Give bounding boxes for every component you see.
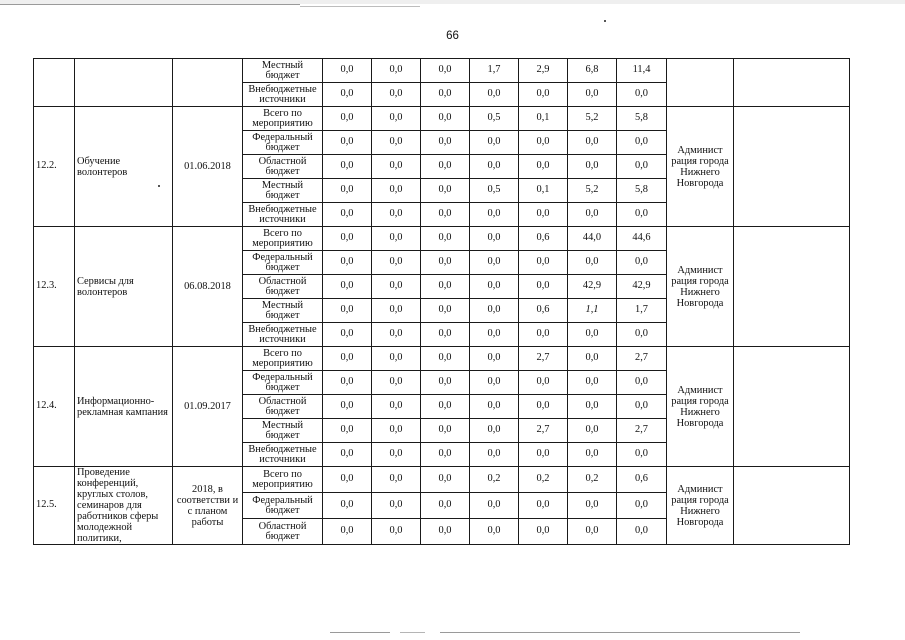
amount-cell: 1,7 xyxy=(617,299,667,323)
scan-speck xyxy=(158,185,160,187)
amount-cell: 0,0 xyxy=(470,347,519,371)
amount-cell: 0,0 xyxy=(519,371,568,395)
funding-source-cell: Местный бюджет xyxy=(243,299,323,323)
amount-cell: 0,2 xyxy=(568,467,617,493)
amount-cell: 0,0 xyxy=(323,467,372,493)
amount-cell: 0,0 xyxy=(470,83,519,107)
amount-cell: 0,0 xyxy=(568,493,617,519)
amount-cell: 0,0 xyxy=(372,519,421,545)
amount-cell: 0,0 xyxy=(470,275,519,299)
amount-cell: 6,8 xyxy=(568,59,617,83)
scan-bottom-line-3 xyxy=(440,632,800,633)
activity-number: 12.3. xyxy=(34,227,75,347)
amount-cell: 0,1 xyxy=(519,179,568,203)
amount-cell: 1,1 xyxy=(568,299,617,323)
funding-source-cell: Внебюджетные источники xyxy=(243,323,323,347)
amount-cell: 0,0 xyxy=(617,131,667,155)
amount-cell: 0,0 xyxy=(470,323,519,347)
amount-cell: 0,0 xyxy=(323,227,372,251)
activity-date: 2018, в соответстви и с планом работы xyxy=(173,467,243,545)
amount-cell: 0,0 xyxy=(470,395,519,419)
amount-cell: 0,0 xyxy=(323,519,372,545)
funding-source-cell: Всего по мероприятию xyxy=(243,467,323,493)
amount-cell: 0,0 xyxy=(568,131,617,155)
amount-cell: 0,0 xyxy=(372,419,421,443)
budget-table-body xyxy=(34,59,850,545)
amount-cell: 2,7 xyxy=(519,347,568,371)
scan-top-line xyxy=(0,4,300,5)
amount-cell: 0,0 xyxy=(372,443,421,467)
amount-cell: 0,0 xyxy=(519,155,568,179)
amount-cell: 0,0 xyxy=(617,323,667,347)
amount-cell: 0,0 xyxy=(519,443,568,467)
amount-cell: 0,0 xyxy=(421,419,470,443)
funding-source-cell: Федеральный бюджет xyxy=(243,131,323,155)
scan-speck xyxy=(604,20,606,22)
activity-number: 12.5. xyxy=(34,467,75,545)
amount-cell: 0,0 xyxy=(519,395,568,419)
amount-cell: 0,0 xyxy=(421,179,470,203)
name-cell xyxy=(75,59,173,107)
amount-cell: 2,7 xyxy=(519,419,568,443)
amount-cell: 0,0 xyxy=(421,155,470,179)
amount-cell: 0,0 xyxy=(421,493,470,519)
amount-cell: 0,6 xyxy=(617,467,667,493)
amount-cell: 11,4 xyxy=(617,59,667,83)
amount-cell: 2,9 xyxy=(519,59,568,83)
amount-cell: 0,0 xyxy=(323,179,372,203)
activity-date: 06.08.2018 xyxy=(173,227,243,347)
amount-cell: 0,0 xyxy=(421,443,470,467)
amount-cell: 0,0 xyxy=(617,519,667,545)
amount-cell: 44,0 xyxy=(568,227,617,251)
amount-cell: 1,7 xyxy=(470,59,519,83)
amount-cell: 0,0 xyxy=(323,155,372,179)
amount-cell: 0,0 xyxy=(568,395,617,419)
amount-cell: 0,0 xyxy=(519,323,568,347)
funding-source-cell: Областной бюджет xyxy=(243,395,323,419)
amount-cell: 42,9 xyxy=(617,275,667,299)
amount-cell: 0,0 xyxy=(372,131,421,155)
amount-cell: 0,0 xyxy=(421,371,470,395)
amount-cell: 0,2 xyxy=(519,467,568,493)
amount-cell: 0,0 xyxy=(372,467,421,493)
amount-cell: 0,0 xyxy=(519,251,568,275)
funding-source-cell: Федеральный бюджет xyxy=(243,251,323,275)
amount-cell: 0,0 xyxy=(568,83,617,107)
funding-source-cell: Областной бюджет xyxy=(243,519,323,545)
page-number: 66 xyxy=(446,30,459,42)
amount-cell: 0,0 xyxy=(617,83,667,107)
scan-top-line-2 xyxy=(300,6,420,7)
amount-cell: 0,0 xyxy=(372,395,421,419)
responsible-executor: Админист рация города Нижнего Новгорода xyxy=(667,467,734,545)
responsible-executor: Админист рация города Нижнего Новгорода xyxy=(667,227,734,347)
amount-cell: 0,0 xyxy=(323,203,372,227)
amount-cell: 0,0 xyxy=(617,443,667,467)
amount-cell: 0,0 xyxy=(421,323,470,347)
amount-cell: 0,0 xyxy=(568,323,617,347)
table-row xyxy=(34,59,850,83)
amount-cell: 0,0 xyxy=(372,203,421,227)
amount-cell: 0,0 xyxy=(568,155,617,179)
amount-cell: 0,6 xyxy=(519,299,568,323)
amount-cell: 0,0 xyxy=(421,203,470,227)
amount-cell: 0,0 xyxy=(372,179,421,203)
activity-date: 01.09.2017 xyxy=(173,347,243,467)
responsible-executor: Админист рация города Нижнего Новгорода xyxy=(667,107,734,227)
amount-cell: 0,0 xyxy=(323,83,372,107)
funding-source-cell: Областной бюджет xyxy=(243,155,323,179)
amount-cell: 0,0 xyxy=(372,493,421,519)
amount-cell: 0,0 xyxy=(470,251,519,275)
funding-source-cell: Внебюджетные источники xyxy=(243,203,323,227)
amount-cell: 0,0 xyxy=(323,107,372,131)
date-cell xyxy=(173,59,243,107)
amount-cell: 5,8 xyxy=(617,179,667,203)
amount-cell: 0,0 xyxy=(372,371,421,395)
amount-cell: 0,0 xyxy=(519,493,568,519)
amount-cell: 5,2 xyxy=(568,107,617,131)
table-row xyxy=(34,107,850,131)
amount-cell: 0,0 xyxy=(568,519,617,545)
amount-cell: 0,0 xyxy=(323,419,372,443)
amount-cell: 0,0 xyxy=(323,395,372,419)
budget-table xyxy=(33,58,850,545)
amount-cell: 0,0 xyxy=(519,83,568,107)
amount-cell: 0,0 xyxy=(372,83,421,107)
amount-cell: 0,0 xyxy=(421,347,470,371)
scan-bottom-line xyxy=(330,632,390,633)
notes-cell xyxy=(734,59,850,107)
amount-cell: 0,0 xyxy=(470,443,519,467)
funding-source-cell: Федеральный бюджет xyxy=(243,371,323,395)
table-row xyxy=(34,347,850,371)
amount-cell: 2,7 xyxy=(617,347,667,371)
amount-cell: 0,5 xyxy=(470,179,519,203)
notes-cell xyxy=(734,107,850,227)
amount-cell: 0,0 xyxy=(372,227,421,251)
amount-cell: 0,0 xyxy=(617,203,667,227)
number-cell xyxy=(34,59,75,107)
responsible-executor: Админист рация города Нижнего Новгорода xyxy=(667,347,734,467)
amount-cell: 0,0 xyxy=(323,59,372,83)
amount-cell: 0,0 xyxy=(421,59,470,83)
activity-name: Сервисы для волонтеров xyxy=(75,227,173,347)
funding-source-cell: Областной бюджет xyxy=(243,275,323,299)
amount-cell: 2,7 xyxy=(617,419,667,443)
activity-name: Информационно-рекламная кампания xyxy=(75,347,173,467)
activity-number: 12.4. xyxy=(34,347,75,467)
amount-cell: 0,0 xyxy=(617,493,667,519)
amount-cell: 0,0 xyxy=(470,519,519,545)
amount-cell: 0,0 xyxy=(470,419,519,443)
amount-cell: 0,0 xyxy=(372,299,421,323)
amount-cell: 0,0 xyxy=(372,59,421,83)
amount-cell: 0,0 xyxy=(470,227,519,251)
amount-cell: 0,0 xyxy=(372,155,421,179)
funding-source-cell: Местный бюджет xyxy=(243,179,323,203)
amount-cell: 0,0 xyxy=(323,371,372,395)
amount-cell: 0,0 xyxy=(372,323,421,347)
amount-cell: 0,0 xyxy=(323,275,372,299)
amount-cell: 0,0 xyxy=(323,131,372,155)
amount-cell: 0,0 xyxy=(421,131,470,155)
amount-cell: 0,0 xyxy=(470,155,519,179)
notes-cell xyxy=(734,467,850,545)
amount-cell: 0,0 xyxy=(470,371,519,395)
amount-cell: 0,0 xyxy=(421,467,470,493)
amount-cell: 0,0 xyxy=(323,493,372,519)
notes-cell xyxy=(734,347,850,467)
amount-cell: 0,0 xyxy=(519,203,568,227)
amount-cell: 0,0 xyxy=(568,371,617,395)
amount-cell: 0,0 xyxy=(421,519,470,545)
amount-cell: 0,0 xyxy=(470,299,519,323)
amount-cell: 44,6 xyxy=(617,227,667,251)
amount-cell: 0,0 xyxy=(372,347,421,371)
funding-source-cell: Всего по мероприятию xyxy=(243,107,323,131)
amount-cell: 0,0 xyxy=(519,519,568,545)
notes-cell xyxy=(734,227,850,347)
amount-cell: 0,0 xyxy=(470,493,519,519)
scan-bottom-line-2 xyxy=(400,632,425,633)
funding-source-cell: Федеральный бюджет xyxy=(243,493,323,519)
amount-cell: 0,0 xyxy=(372,107,421,131)
amount-cell: 0,0 xyxy=(421,275,470,299)
amount-cell: 0,0 xyxy=(568,443,617,467)
activity-name: Проведение конференций, круглых столов, семинаров для работников сферы молодежной политики, xyxy=(75,467,173,545)
amount-cell: 0,0 xyxy=(323,443,372,467)
amount-cell: 0,0 xyxy=(323,251,372,275)
amount-cell: 0,0 xyxy=(470,131,519,155)
funding-source-cell: Внебюджетные источники xyxy=(243,83,323,107)
amount-cell: 0,0 xyxy=(372,251,421,275)
amount-cell: 0,1 xyxy=(519,107,568,131)
amount-cell: 0,0 xyxy=(421,83,470,107)
funding-source-cell: Всего по мероприятию xyxy=(243,347,323,371)
amount-cell: 5,8 xyxy=(617,107,667,131)
amount-cell: 5,2 xyxy=(568,179,617,203)
amount-cell: 0,5 xyxy=(470,107,519,131)
amount-cell: 0,0 xyxy=(568,203,617,227)
table-row xyxy=(34,227,850,251)
amount-cell: 0,0 xyxy=(421,227,470,251)
amount-cell: 0,0 xyxy=(372,275,421,299)
amount-cell: 0,0 xyxy=(470,203,519,227)
amount-cell: 0,0 xyxy=(421,107,470,131)
amount-cell: 0,0 xyxy=(617,371,667,395)
amount-cell: 0,6 xyxy=(519,227,568,251)
activity-date: 01.06.2018 xyxy=(173,107,243,227)
amount-cell: 0,0 xyxy=(519,275,568,299)
amount-cell: 0,0 xyxy=(568,419,617,443)
amount-cell: 0,0 xyxy=(323,299,372,323)
activity-name: Обучение волонтеров xyxy=(75,107,173,227)
funding-source-cell: Местный бюджет xyxy=(243,59,323,83)
amount-cell: 0,0 xyxy=(421,299,470,323)
table-row xyxy=(34,467,850,493)
amount-cell: 0,0 xyxy=(617,155,667,179)
amount-cell: 0,0 xyxy=(519,131,568,155)
activity-number: 12.2. xyxy=(34,107,75,227)
funding-source-cell: Внебюджетные источники xyxy=(243,443,323,467)
amount-cell: 42,9 xyxy=(568,275,617,299)
amount-cell: 0,0 xyxy=(568,347,617,371)
amount-cell: 0,0 xyxy=(568,251,617,275)
amount-cell: 0,0 xyxy=(323,323,372,347)
amount-cell: 0,0 xyxy=(421,395,470,419)
amount-cell: 0,0 xyxy=(323,347,372,371)
amount-cell: 0,0 xyxy=(617,251,667,275)
funding-source-cell: Всего по мероприятию xyxy=(243,227,323,251)
funding-source-cell: Местный бюджет xyxy=(243,419,323,443)
amount-cell: 0,0 xyxy=(421,251,470,275)
responsible-cell xyxy=(667,59,734,107)
amount-cell: 0,0 xyxy=(617,395,667,419)
amount-cell: 0,2 xyxy=(470,467,519,493)
